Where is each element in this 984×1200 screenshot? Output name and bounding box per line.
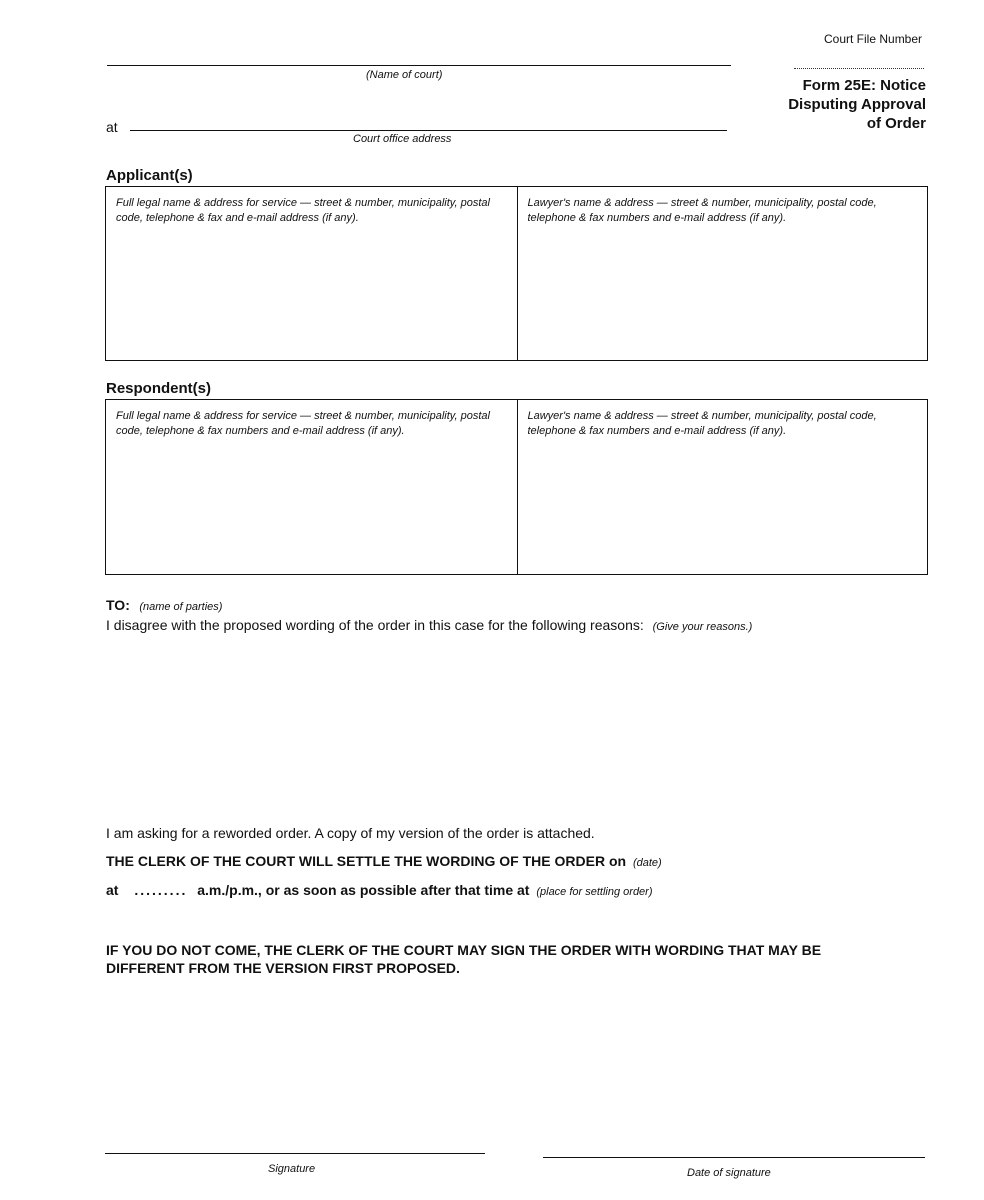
settle-place-caption: (place for settling order) — [536, 886, 653, 898]
form-title-line: Disputing Approval — [788, 96, 926, 113]
respondents-box — [105, 399, 928, 575]
settle-text: THE CLERK OF THE COURT WILL SETTLE THE WORDING OF THE ORDER on — [106, 853, 627, 869]
form-title-line: of Order — [866, 115, 926, 132]
signature-field[interactable] — [105, 1153, 485, 1162]
court-name-caption: (Name of court) — [366, 69, 443, 81]
settle-time-dots[interactable]: ......... — [134, 882, 188, 898]
settle-time-text: a.m./p.m., or as soon as possible after that time at — [197, 882, 530, 898]
signature-date-field[interactable] — [543, 1157, 925, 1166]
signature-caption: Signature — [268, 1163, 316, 1175]
warning-line: DIFFERENT FROM THE VERSION FIRST PROPOSED. — [106, 960, 460, 976]
applicant-party-caption: Full legal name & address for service — street & number, municipality, postal code, telephone & fax and e-mail address (if any). — [116, 197, 490, 224]
form-title-line: Form 25E: Notice — [802, 77, 926, 94]
applicant-lawyer-cell[interactable] — [517, 187, 928, 360]
applicants-box — [105, 186, 928, 361]
respondent-lawyer-caption: Lawyer's name & address — street & number, municipality, postal code, telephone & fax numbers and e-mail address (if any). — [527, 410, 877, 437]
disagree-text: I disagree with the proposed wording of the order in this case for the following reasons: — [106, 617, 644, 633]
respondent-party-caption: Full legal name & address for service — street & number, municipality, postal code, telephone & fax numbers and e-mail address (if any). — [116, 410, 490, 437]
disagree-caption: (Give your reasons.) — [652, 621, 753, 633]
respondent-party-cell[interactable] — [106, 400, 517, 574]
to-caption: (name of parties) — [139, 601, 223, 613]
request-text: I am asking for a reworded order. A copy of my version of the order is attached. — [106, 825, 595, 841]
warning-text — [106, 941, 821, 977]
to-line — [106, 597, 222, 615]
court-file-number-label: Court File Number — [824, 32, 923, 46]
reasons-area[interactable] — [106, 640, 928, 810]
to-label: TO: — [106, 597, 130, 613]
settle-line — [106, 853, 662, 869]
respondents-heading: Respondent(s) — [106, 380, 211, 397]
disagree-line — [106, 617, 752, 633]
signature-date-caption: Date of signature — [687, 1167, 771, 1179]
settle-at-label: at — [106, 882, 119, 898]
applicant-party-cell[interactable] — [106, 187, 517, 360]
court-address-caption: Court office address — [353, 133, 452, 145]
applicants-heading: Applicant(s) — [106, 167, 193, 184]
respondent-lawyer-cell[interactable] — [517, 400, 928, 574]
settle-time-line — [106, 882, 653, 898]
at-label: at — [106, 119, 118, 135]
form-title — [788, 76, 926, 133]
warning-line: IF YOU DO NOT COME, THE CLERK OF THE COURT MAY SIGN THE ORDER WITH WORDING THAT MAY BE — [106, 942, 822, 958]
applicant-lawyer-caption: Lawyer's name & address — street & number, municipality, postal code, telephone & fax numbers and e-mail address (if any). — [527, 197, 877, 224]
settle-date-caption: (date) — [632, 857, 662, 869]
